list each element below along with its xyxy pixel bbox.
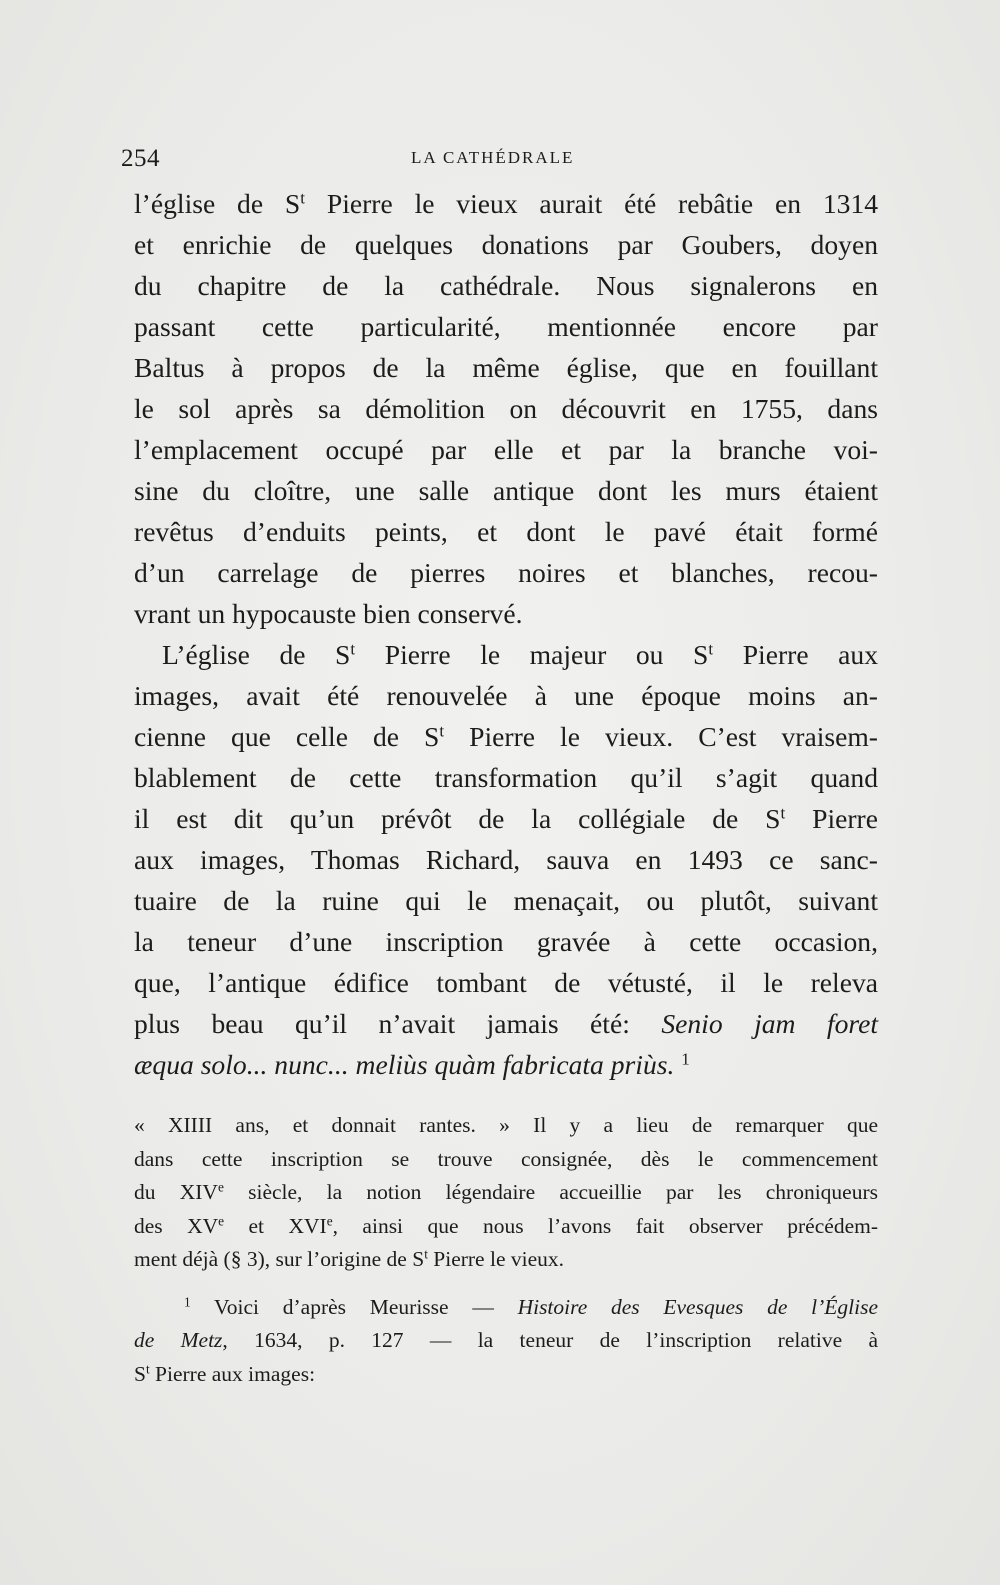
footnote-line bbox=[134, 1243, 878, 1277]
book-title: Histoire des Evesques de l’Église bbox=[517, 1294, 879, 1319]
text-span: Pierre le vieux. C’est vraisem- bbox=[444, 721, 879, 752]
page-number: 254 bbox=[121, 145, 160, 172]
paragraph-1 bbox=[134, 183, 878, 634]
footnote-line bbox=[134, 1176, 878, 1210]
text-span: ment déjà (§ 3), sur l’origine de S bbox=[134, 1247, 425, 1271]
text-line: l’emplacement occupé par elle et par la branche voi- bbox=[134, 434, 878, 465]
text-span: L’église de S bbox=[162, 639, 351, 670]
text-span: cienne que celle de S bbox=[134, 721, 440, 752]
text-span: , ainsi que nous l’avons fait observer précédem- bbox=[332, 1213, 878, 1238]
footnote-reference: 1 bbox=[681, 1049, 690, 1069]
footnote-line bbox=[134, 1291, 878, 1325]
superscript: t bbox=[708, 639, 714, 659]
superscript: t bbox=[350, 639, 356, 659]
text-line: d’un carrelage de pierres noires et blanches, recou- bbox=[134, 557, 878, 588]
superscript: t bbox=[300, 188, 306, 208]
text-span: des XV bbox=[134, 1213, 219, 1238]
text-span: du XIV bbox=[134, 1180, 218, 1204]
footnote-line bbox=[134, 1324, 878, 1358]
text-line: et enrichie de quelques donations par Goubers, doyen bbox=[134, 229, 878, 260]
text-span: Pierre le vieux aurait été rebâtie en 1314 bbox=[305, 188, 879, 219]
text-span: Pierre le majeur ou S bbox=[355, 639, 709, 670]
text-line: Baltus à propos de la même église, que en fouillant bbox=[134, 352, 878, 383]
superscript: t bbox=[145, 1361, 150, 1377]
superscript: e bbox=[217, 1179, 224, 1195]
text-line: aux images, Thomas Richard, sauva en 1493 ce sanc- bbox=[134, 844, 878, 875]
text-line bbox=[134, 798, 878, 839]
text-span: S bbox=[134, 1361, 146, 1386]
text-span: Pierre aux bbox=[713, 639, 879, 670]
text-span: , 1634, p. 127 — la teneur de l’inscription relative à bbox=[222, 1328, 878, 1352]
text-line: blablement de cette transformation qu’il s’agit quand bbox=[134, 762, 878, 793]
text-line: passant cette particularité, mentionnée encore par bbox=[134, 311, 878, 342]
main-text bbox=[134, 183, 878, 1085]
text-line: le sol après sa démolition on découvrit en 1755, dans bbox=[134, 393, 878, 424]
book-title: de Metz bbox=[134, 1328, 223, 1352]
text-span: Voici d’après Meurisse — bbox=[190, 1294, 518, 1319]
text-block bbox=[134, 183, 878, 1391]
text-line: que, l’antique édifice tombant de vétusté, il le releva bbox=[134, 967, 878, 998]
latin-quote: Senio jam foret bbox=[661, 1008, 878, 1039]
text-line bbox=[134, 634, 878, 675]
text-span: et XVI bbox=[224, 1213, 327, 1238]
text-line: tuaire de la ruine qui le menaçait, ou plutôt, suivant bbox=[134, 885, 878, 916]
page-header bbox=[121, 145, 871, 175]
superscript: e bbox=[326, 1213, 333, 1229]
superscript: t bbox=[424, 1246, 428, 1262]
text-line: images, avait été renouvelée à une époque moins an- bbox=[134, 680, 878, 711]
text-line: vrant un hypocauste bien conservé. bbox=[134, 598, 523, 629]
footnote-continuation bbox=[134, 1109, 878, 1277]
footnote-1 bbox=[134, 1291, 878, 1392]
text-line: sine du cloître, une salle antique dont les murs étaient bbox=[134, 475, 878, 506]
footnotes bbox=[134, 1109, 878, 1391]
text-span: Pierre le vieux. bbox=[427, 1247, 565, 1271]
footnote-line: dans cette inscription se trouve consignée, dès le commencement bbox=[134, 1146, 878, 1171]
text-span: plus beau qu’il n’avait jamais été: bbox=[134, 1008, 662, 1039]
text-line bbox=[134, 716, 878, 757]
text-span: Pierre bbox=[785, 803, 878, 834]
footnote-marker: 1 bbox=[184, 1294, 191, 1310]
text-line: la teneur d’une inscription gravée à cette occasion, bbox=[134, 926, 878, 957]
text-line: revêtus d’enduits peints, et dont le pavé était formé bbox=[134, 516, 878, 547]
footnote-line: « XIIII ans, et donnait rantes. » Il y a lieu de remarquer que bbox=[134, 1113, 878, 1137]
superscript: e bbox=[218, 1213, 225, 1229]
footnote-line bbox=[134, 1358, 878, 1392]
text-line bbox=[134, 1003, 878, 1044]
text-line bbox=[134, 1044, 878, 1085]
superscript: t bbox=[439, 721, 445, 741]
text-span: siècle, la notion légendaire accueillie par les chroniqueurs bbox=[223, 1180, 878, 1204]
superscript: t bbox=[780, 803, 786, 823]
text-line: du chapitre de la cathédrale. Nous signalerons en bbox=[134, 270, 878, 301]
footnote-line bbox=[134, 1210, 878, 1244]
paragraph-2 bbox=[134, 634, 878, 1085]
text-line bbox=[134, 183, 878, 224]
running-head: LA CATHÉDRALE bbox=[411, 148, 575, 167]
text-span: Pierre aux images: bbox=[149, 1361, 316, 1386]
text-span: l’église de S bbox=[134, 188, 301, 219]
text-span: il est dit qu’un prévôt de la collégiale de S bbox=[134, 803, 781, 834]
latin-quote: æqua solo... nunc... meliùs quàm fabricata priùs. bbox=[134, 1049, 675, 1080]
